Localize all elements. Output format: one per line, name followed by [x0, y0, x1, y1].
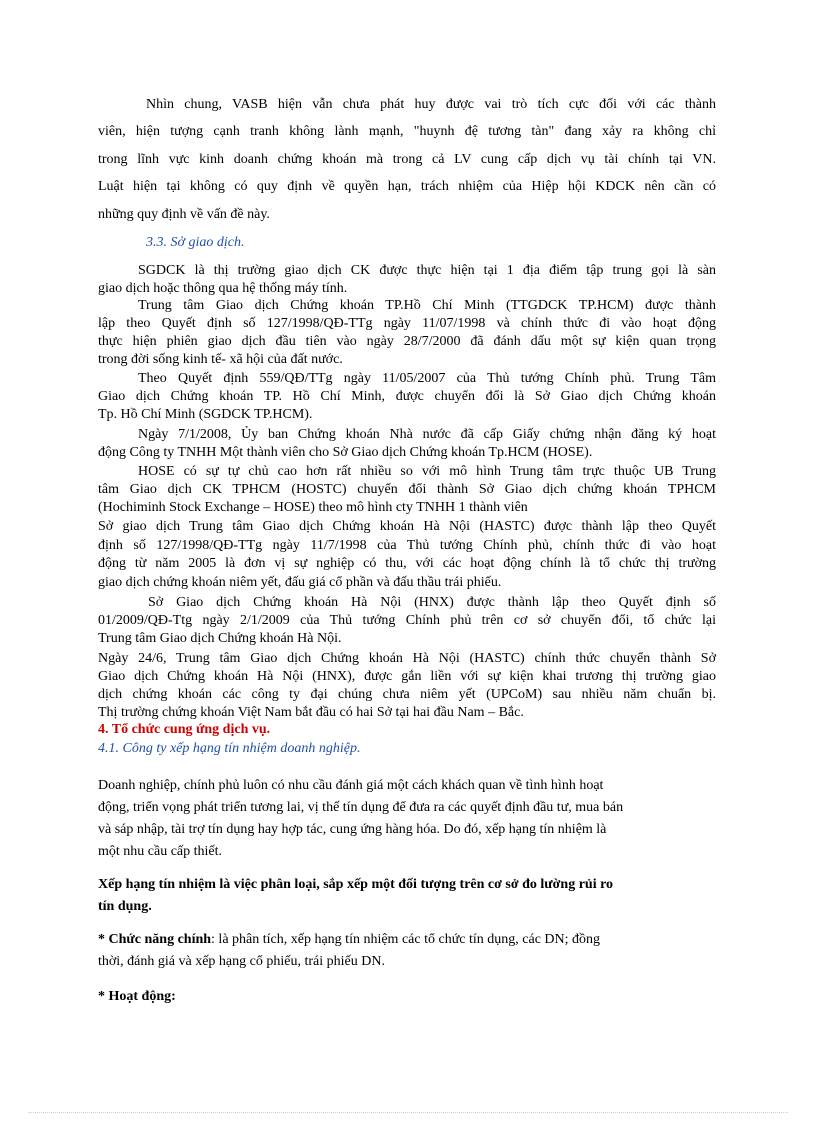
p1-line-5: những quy định về vấn đề này. — [98, 207, 270, 222]
sgd-line-18: giao dịch chứng khoán niêm yết, đấu giá cổ phần và đấu thầu trái phiếu. — [98, 575, 502, 590]
dn-line-2: động, triển vọng phát triển tương lai, vị thế tín dụng để đưa ra các quyết định đầu tư, mua bán — [98, 800, 624, 815]
sgd-line-3: Trung tâm Giao dịch Chứng khoán TP.Hồ Chí Minh (TTGDCK TP.HCM) được thành — [138, 298, 716, 313]
sgd-line-7: Theo Quyết định 559/QĐ/TTg ngày 11/05/2007 của Thủ tướng Chính phủ. Trung Tâm — [138, 371, 716, 386]
sgd-line-13: tâm Giao dịch CK TPHCM (HOSTC) chuyển đổi thành Sở Giao dịch chứng khoán TPHCM — [98, 482, 716, 497]
def-line-1: Xếp hạng tín nhiệm là việc phân loại, sắp xếp một đối tượng trên cơ sở đo lường rủi ro — [98, 877, 614, 892]
dn-line-3: và sáp nhập, tài trợ tín dụng hay hợp tác, cung ứng hàng hóa. Do đó, xếp hạng tín nhiệm là — [98, 822, 607, 837]
sgd-line-17: động từ năm 2005 là đơn vị sự nghiệp có thu, với các hoạt động chính là tổ chức thị trường — [98, 556, 716, 571]
sgd-line-11: động Công ty TNHH Một thành viên cho Sở Giao dịch Chứng khoán Tp.HCM (HOSE). — [98, 445, 593, 460]
sgd-line-24: dịch chứng khoán các công ty đại chúng chưa niêm yết (UPCoM) sau nhiều năm chuẩn bị. — [98, 687, 716, 702]
func-line-2: thời, đánh giá và xếp hạng cổ phiếu, trái phiếu DN. — [98, 954, 385, 969]
dn-line-1: Doanh nghiệp, chính phủ luôn có nhu cầu đánh giá một cách khách quan về tình hình hoạt — [98, 778, 604, 793]
sgd-line-14: (Hochiminh Stock Exchange – HOSE) theo mô hình cty TNHH 1 thành viên — [98, 500, 528, 515]
sgd-line-21: Trung tâm Giao dịch Chứng khoán Hà Nội. — [98, 631, 342, 646]
sgd-line-23: Giao dịch Chứng khoán Hà Nội (HNX), được gắn liền với sự kiện khai trương thị trường giao — [98, 669, 716, 684]
sgd-line-10: Ngày 7/1/2008, Ủy ban Chứng khoán Nhà nước đã cấp Giấy chứng nhận đăng ký hoạt — [138, 427, 716, 442]
sgd-line-2: giao dịch hoặc thông qua hệ thống máy tính. — [98, 281, 348, 296]
p1-line-4: Luật hiện tại không có quy định về quyền hạn, trách nhiệm của Hiệp hội KDCK nên cần có — [98, 179, 716, 194]
func-text: : là phân tích, xếp hạng tín nhiệm các tổ chức tín dụng, các DN; đồng — [211, 932, 601, 947]
sgd-line-19: Sở Giao dịch Chứng khoán Hà Nội (HNX) được thành lập theo Quyết định số — [148, 595, 716, 610]
sgd-line-4: lập theo Quyết định số 127/1998/QĐ-TTg ngày 11/07/1998 và chính thức đi vào hoạt động — [98, 316, 716, 331]
def-line-2: tín dụng. — [98, 899, 152, 914]
page-bottom-divider — [28, 1112, 788, 1113]
p1-line-3: trong lĩnh vực kinh doanh chứng khoán mà trong cả LV cung cấp dịch vụ tài chính tại VN. — [98, 152, 716, 167]
sgd-line-5: thực hiện phiên giao dịch đầu tiên vào ngày 28/7/2000 đã đánh dấu một sự kiện quan trọng — [98, 334, 716, 349]
sgd-line-15: Sở giao dịch Trung tâm Giao dịch Chứng khoán Hà Nội (HASTC) được thành lập theo Quyết — [98, 519, 716, 534]
p1-line-2: viên, hiện tượng cạnh tranh không lành mạnh, "huynh đệ tương tàn" đang xảy ra không chỉ — [98, 124, 716, 139]
sgd-line-9: Tp. Hồ Chí Minh (SGDCK TP.HCM). — [98, 407, 313, 422]
activity-label: * Hoạt động: — [98, 989, 176, 1004]
sgd-line-12: HOSE có sự tự chủ cao hơn rất nhiều so với mô hình Trung tâm trực thuộc UB Trung — [138, 464, 716, 479]
sgd-line-1: SGDCK là thị trường giao dịch CK được thực hiện tại 1 địa điểm tập trung gọi là sàn — [138, 263, 716, 278]
sgd-line-8: Giao dịch Chứng khoán TP. Hồ Chí Minh, được chuyển đổi là Sở Giao dịch Chứng khoán — [98, 389, 716, 404]
func-line-1 — [98, 932, 716, 948]
func-label: * Chức năng chính — [98, 932, 212, 947]
heading-4-1: 4.1. Công ty xếp hạng tín nhiệm doanh nghiệp. — [98, 741, 361, 756]
sgd-line-16: định số 127/1998/QĐ-TTg ngày 11/7/1998 của Thủ tướng Chính phủ, chính thức đi vào hoạt — [98, 538, 716, 553]
heading-3-3: 3.3. Sở giao dịch. — [146, 235, 245, 250]
sgd-line-20: 01/2009/QĐ-Ttg ngày 2/1/2009 của Thủ tướng Chính phủ trên cơ sở chuyển đổi, tổ chức lại — [98, 613, 716, 628]
dn-line-4: một nhu cầu cấp thiết. — [98, 844, 223, 859]
sgd-line-22: Ngày 24/6, Trung tâm Giao dịch Chứng khoán Hà Nội (HASTC) chính thức chuyển thành Sở — [98, 651, 716, 666]
heading-4: 4. Tổ chức cung ứng dịch vụ. — [98, 722, 271, 737]
sgd-line-6: trong đời sống kinh tế- xã hội của đất nước. — [98, 352, 343, 367]
p1-line-1: Nhìn chung, VASB hiện vẫn chưa phát huy được vai trò tích cực đối với các thành — [146, 97, 716, 112]
sgd-line-25: Thị trường chứng khoán Việt Nam bắt đầu có hai Sở tại hai đầu Nam – Bắc. — [98, 705, 524, 720]
